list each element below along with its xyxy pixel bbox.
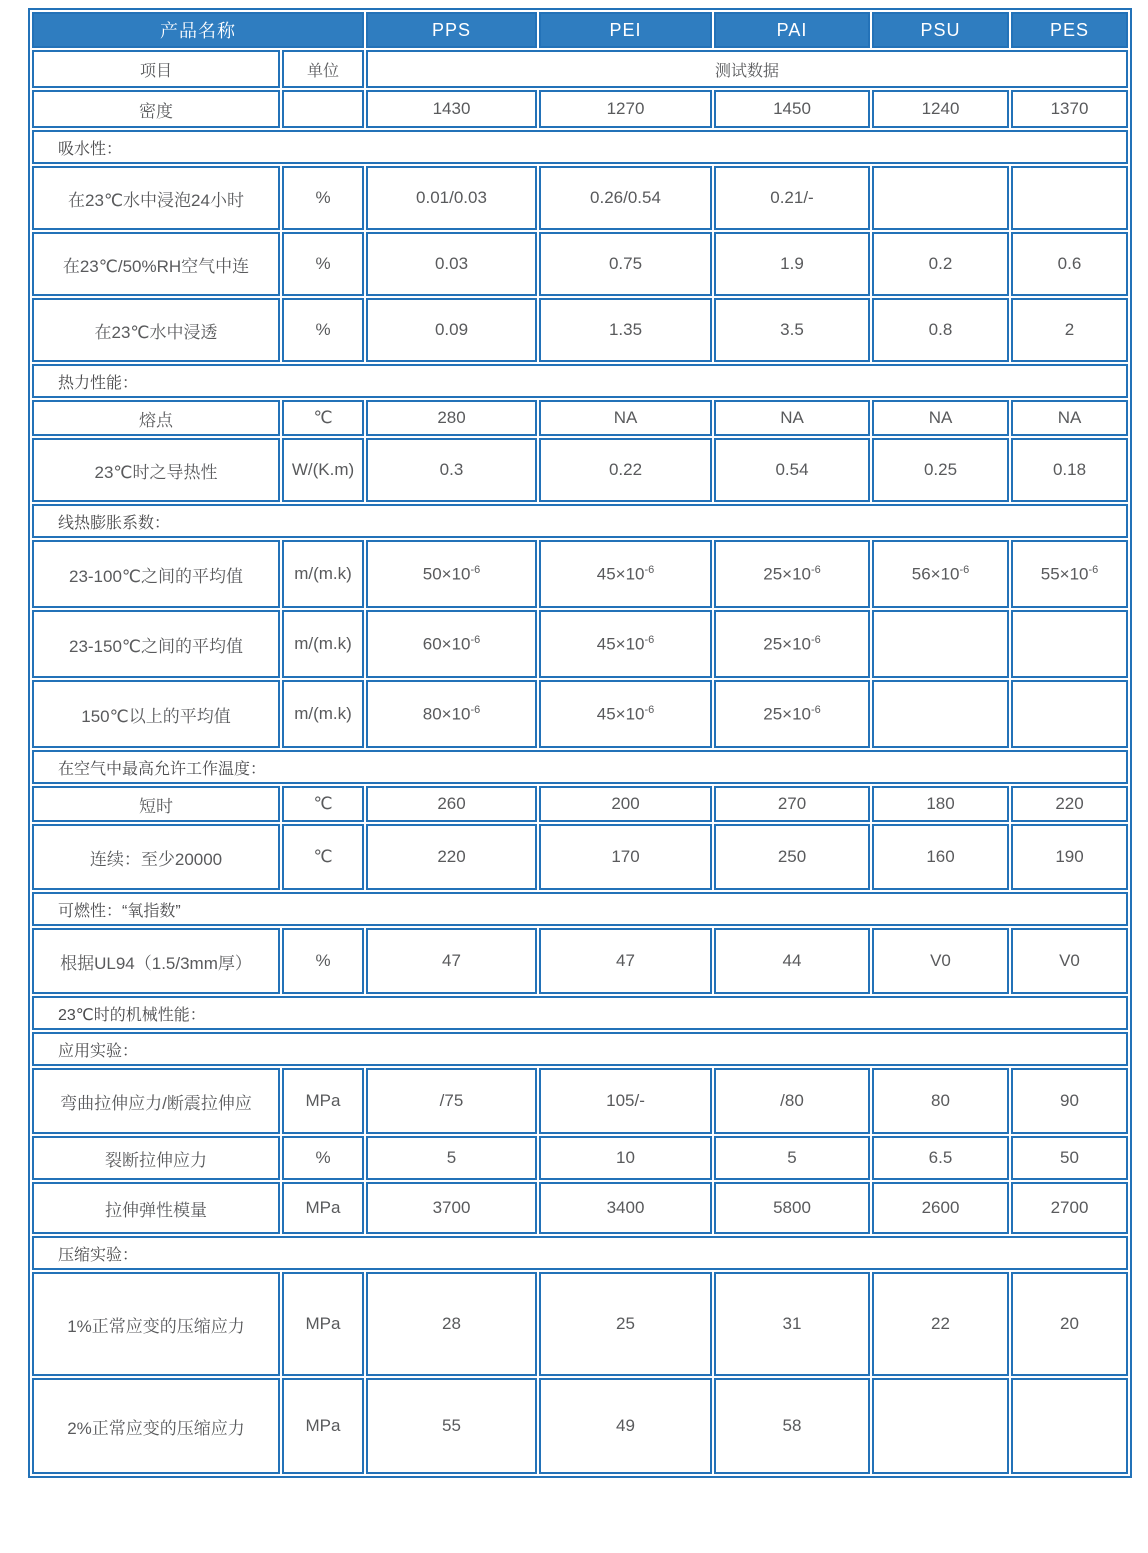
value-cell: 28 [366,1272,537,1376]
value-cell: 0.6 [1011,232,1128,296]
row-label: 1%正常应变的压缩应力 [32,1272,280,1376]
section-row-thermal-expansion [32,504,1128,538]
value-cell: 220 [366,824,537,890]
row-label: 熔点 [32,400,280,436]
value-cell: $25\times 10^{-6}$ [714,540,870,608]
row-label: 23-100℃之间的平均值 [32,540,280,608]
value-cell: $45\times 10^{-6}$ [539,610,712,678]
row-label: 23℃时之导热性 [32,438,280,502]
value-cell: /80 [714,1068,870,1134]
value-cell: $50\times 10^{-6}$ [366,540,537,608]
value-cell: 0.22 [539,438,712,502]
value-cell: 22 [872,1272,1009,1376]
value-cell: /75 [366,1068,537,1134]
value-cell: $60\times 10^{-6}$ [366,610,537,678]
value-cell: 3.5 [714,298,870,362]
value-cell: $80\times 10^{-6}$ [366,680,537,748]
column-header-psu: PSU [872,12,1009,48]
section-title: 线热膨胀系数： [32,504,1128,538]
value-cell: 1270 [539,90,712,128]
section-title: 应用实验： [32,1032,1128,1066]
unit-cell: MPa [282,1378,364,1474]
section-row-max-working-temp [32,750,1128,784]
value-cell: 0.75 [539,232,712,296]
value-cell: 280 [366,400,537,436]
section-title: 23℃时的机械性能： [32,996,1128,1030]
table-row [32,1378,1128,1474]
unit-cell: ℃ [282,824,364,890]
unit-cell: W/(K.m) [282,438,364,502]
unit-cell: % [282,166,364,230]
unit-cell: m/(m.k) [282,610,364,678]
value-cell: 5 [714,1136,870,1180]
value-cell: 31 [714,1272,870,1376]
row-label: 短时 [32,786,280,822]
value-cell [872,680,1009,748]
section-row-flammability [32,892,1128,926]
table-row [32,680,1128,748]
test-data-label-cell: 测试数据 [366,50,1128,88]
row-label: 在23℃水中浸透 [32,298,280,362]
value-cell: 1430 [366,90,537,128]
section-title: 可燃性：“氧指数” [32,892,1128,926]
section-row-thermal [32,364,1128,398]
value-cell: 0.8 [872,298,1009,362]
value-cell: NA [872,400,1009,436]
value-cell: 170 [539,824,712,890]
value-cell: 2700 [1011,1182,1128,1234]
row-label: 根据UL94（1.5/3mm厚） [32,928,280,994]
material-properties-table [28,8,1132,1478]
unit-cell: m/(m.k) [282,540,364,608]
unit-cell: ℃ [282,786,364,822]
unit-cell: MPa [282,1068,364,1134]
value-cell: 2600 [872,1182,1009,1234]
value-cell: 20 [1011,1272,1128,1376]
value-cell: NA [539,400,712,436]
value-cell: $45\times 10^{-6}$ [539,680,712,748]
value-cell: NA [714,400,870,436]
header-row [32,12,1128,48]
value-cell: 220 [1011,786,1128,822]
value-cell: 2 [1011,298,1128,362]
value-cell: 50 [1011,1136,1128,1180]
value-cell: 0.54 [714,438,870,502]
row-label: 在23℃水中浸泡24小时 [32,166,280,230]
row-label: 裂断拉伸应力 [32,1136,280,1180]
row-label: 在23℃/50%RH空气中连 [32,232,280,296]
table-row [32,1068,1128,1134]
unit-cell: % [282,298,364,362]
value-cell: 47 [366,928,537,994]
table-row [32,166,1128,230]
value-cell: 5 [366,1136,537,1180]
section-row-application-test [32,1032,1128,1066]
value-cell: 49 [539,1378,712,1474]
value-cell: $45\times 10^{-6}$ [539,540,712,608]
unit-cell: % [282,928,364,994]
value-cell: 1450 [714,90,870,128]
table-row [32,298,1128,362]
table-row-density [32,90,1128,128]
value-cell [872,166,1009,230]
value-cell: 0.3 [366,438,537,502]
unit-cell: % [282,232,364,296]
value-cell: 5800 [714,1182,870,1234]
value-cell: 1.35 [539,298,712,362]
unit-label-cell: 单位 [282,50,364,88]
subheader-row [32,50,1128,88]
value-cell: 80 [872,1068,1009,1134]
column-header-pai: PAI [714,12,870,48]
value-cell: 90 [1011,1068,1128,1134]
value-cell [1011,1378,1128,1474]
value-cell: 200 [539,786,712,822]
value-cell: 1.9 [714,232,870,296]
unit-cell: MPa [282,1182,364,1234]
section-title: 在空气中最高允许工作温度： [32,750,1128,784]
table-row [32,540,1128,608]
value-cell: 0.26/0.54 [539,166,712,230]
table-row [32,610,1128,678]
value-cell [1011,166,1128,230]
value-cell: V0 [872,928,1009,994]
value-cell: $55\times 10^{-6}$ [1011,540,1128,608]
value-cell: 55 [366,1378,537,1474]
row-label: 150℃以上的平均值 [32,680,280,748]
table-row [32,786,1128,822]
value-cell: 58 [714,1378,870,1474]
row-label: 密度 [32,90,280,128]
value-cell: 1240 [872,90,1009,128]
section-row-mechanical [32,996,1128,1030]
table-row [32,438,1128,502]
row-label: 连续：至少20000 [32,824,280,890]
unit-cell: % [282,1136,364,1180]
value-cell: 6.5 [872,1136,1009,1180]
value-cell: 1370 [1011,90,1128,128]
unit-cell: ℃ [282,400,364,436]
value-cell [1011,610,1128,678]
value-cell [1011,680,1128,748]
row-label: 23-150℃之间的平均值 [32,610,280,678]
column-header-pes: PES [1011,12,1128,48]
value-cell: V0 [1011,928,1128,994]
product-name-header: 产品名称 [32,12,364,48]
column-header-pps: PPS [366,12,537,48]
value-cell: 260 [366,786,537,822]
table-row [32,1272,1128,1376]
value-cell: 0.21/- [714,166,870,230]
value-cell: NA [1011,400,1128,436]
value-cell: 160 [872,824,1009,890]
value-cell: 0.01/0.03 [366,166,537,230]
value-cell: 0.03 [366,232,537,296]
value-cell: 44 [714,928,870,994]
value-cell: 105/- [539,1068,712,1134]
section-row-water-absorption [32,130,1128,164]
row-label: 2%正常应变的压缩应力 [32,1378,280,1474]
value-cell: 10 [539,1136,712,1180]
section-title: 热力性能： [32,364,1128,398]
value-cell: 190 [1011,824,1128,890]
table-row [32,232,1128,296]
row-label: 拉伸弹性模量 [32,1182,280,1234]
value-cell: 25 [539,1272,712,1376]
row-label: 弯曲拉伸应力/断震拉伸应 [32,1068,280,1134]
table-row [32,824,1128,890]
unit-cell: m/(m.k) [282,680,364,748]
value-cell: 250 [714,824,870,890]
section-row-compression-test [32,1236,1128,1270]
value-cell: $56\times 10^{-6}$ [872,540,1009,608]
value-cell: $25\times 10^{-6}$ [714,680,870,748]
section-title: 吸水性： [32,130,1128,164]
section-title: 压缩实验： [32,1236,1128,1270]
value-cell: 0.25 [872,438,1009,502]
value-cell: 0.09 [366,298,537,362]
unit-cell [282,90,364,128]
table-row [32,928,1128,994]
value-cell: 270 [714,786,870,822]
value-cell: 0.18 [1011,438,1128,502]
value-cell [872,610,1009,678]
table-row [32,1182,1128,1234]
value-cell: 0.2 [872,232,1009,296]
column-header-pei: PEI [539,12,712,48]
value-cell: 3700 [366,1182,537,1234]
table-row [32,400,1128,436]
value-cell: 47 [539,928,712,994]
value-cell: 180 [872,786,1009,822]
value-cell: $25\times 10^{-6}$ [714,610,870,678]
item-label-cell: 项目 [32,50,280,88]
value-cell: 3400 [539,1182,712,1234]
table-row [32,1136,1128,1180]
value-cell [872,1378,1009,1474]
unit-cell: MPa [282,1272,364,1376]
